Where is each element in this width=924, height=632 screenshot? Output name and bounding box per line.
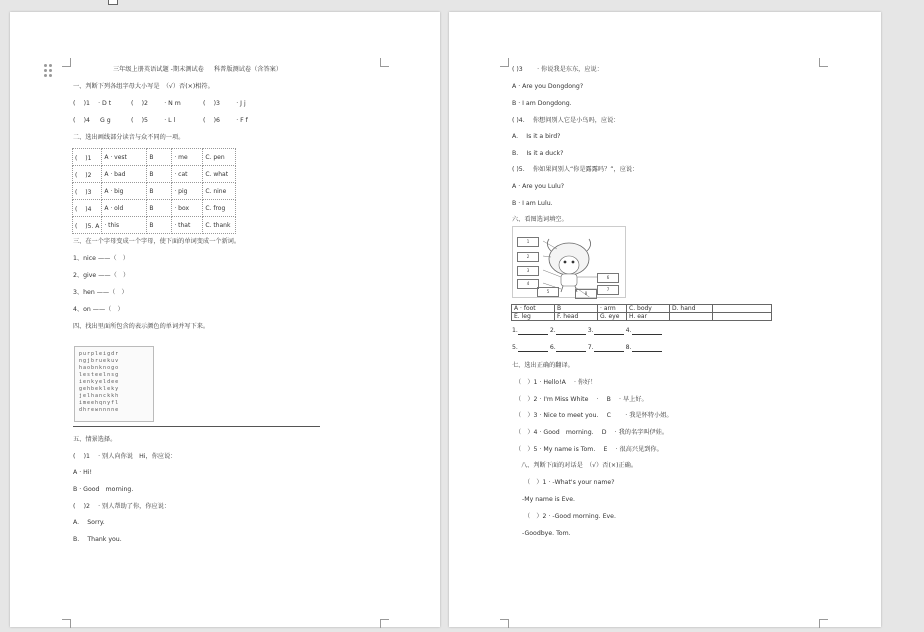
section-2-heading: 二、选出画线部分读音与众不同的一项。 xyxy=(73,134,185,141)
word-options-table xyxy=(511,304,772,321)
q5-item-3-b: B · I am Dongdong. xyxy=(512,100,572,107)
margin-corner-mark xyxy=(380,619,389,628)
grid-row: dhrewnnnne xyxy=(79,407,120,413)
grid-row: ngjbruekuv xyxy=(79,358,120,364)
q8-item-2: （ ）2 · -Good morning. Eve. xyxy=(524,513,616,520)
grid-row: gehbekleky xyxy=(79,386,120,392)
q1-row1-a: ( )1 · D t xyxy=(73,100,112,107)
answer-blanks-row-2: 5. 6. 7. 8. xyxy=(512,344,662,352)
margin-corner-mark xyxy=(380,58,389,67)
margin-corner-mark xyxy=(62,58,71,67)
section-3-heading: 三、在一个字母变成一个字母，使下面的单词变成一个新词。 xyxy=(73,238,241,245)
grid-row: imeehqnyfl xyxy=(79,400,120,406)
q7-item-4: （ ）4 · Good morning. D · 我的名字叫伊娃。 xyxy=(515,429,669,436)
q7-item-1: （ ）1 · Hello!A · 你好！ xyxy=(515,379,597,386)
sheep-body-parts-picture xyxy=(512,226,626,298)
table-row: ( )4 A · old B · box C. frog xyxy=(73,200,236,217)
separator-line xyxy=(73,426,320,427)
section-8-heading: 八、判断下面的对话是 （√）否(×)正确。 xyxy=(521,462,638,469)
section-4-heading: 四、找出里面所包含的表示颜色的单词并写下来。 xyxy=(73,323,210,330)
margin-corner-mark xyxy=(500,58,509,67)
q5-item-5-a: A · Are you Lulu? xyxy=(512,183,565,190)
drag-handle-icon[interactable] xyxy=(44,64,54,78)
label-box: 4 xyxy=(517,279,539,289)
section-6-heading: 六、看图选词填空。 xyxy=(512,216,568,223)
table-row: ( )3 A · big B · pig C. nine xyxy=(73,183,236,200)
q3-item-3: 3、hen ——（ ） xyxy=(73,289,128,296)
margin-corner-mark xyxy=(819,619,828,628)
q5-item-3: ( )3 · 你说我是东东，应说： xyxy=(512,66,603,73)
phonics-table xyxy=(72,148,236,234)
q1-row2-c: ( )6 · F f xyxy=(203,117,248,124)
section-5-heading: 五、情景选择。 xyxy=(73,436,117,443)
answer-blanks-row-1: 1. 2. 3. 4. xyxy=(512,327,662,335)
q5-item-2-b: B. Thank you. xyxy=(73,536,122,543)
q7-item-2: （ ）2 · I'm Miss White · B · 早上好。 xyxy=(515,396,648,403)
q1-row2-b: ( )5 · L l xyxy=(131,117,176,124)
document-title: 三年级上册英语试题 -期末测试卷 科普版测试卷（含答案） xyxy=(113,66,283,73)
q1-row1-b: ( )2 · N m xyxy=(131,100,181,107)
label-box: 8 xyxy=(575,289,597,299)
table-row: E. leg F. head G. eye H. ear xyxy=(512,313,772,321)
grid-row: jelhanckkh xyxy=(79,393,120,399)
table-row: ( )5. A · this B · that C. thank xyxy=(73,217,236,234)
q7-item-3: （ ）3 · Nice to meet you. C · 我是怀特小姐。 xyxy=(515,412,673,419)
q8-item-2-reply: -Goodbye. Tom. xyxy=(522,530,571,537)
table-row: ( )2 A · bad B · cat C. what xyxy=(73,166,236,183)
q5-item-1: ( )1 · 别人向你说 Hi，你应说： xyxy=(73,453,177,460)
label-box: 1 xyxy=(517,237,539,247)
table-row: ( )1 A · vest B · me C. pen xyxy=(73,149,236,166)
q1-row1-c: ( )3 · J j xyxy=(203,100,246,107)
document-page-1 xyxy=(10,12,440,627)
q7-item-5: （ ）5 · My name is Tom. E · 很高兴见到你。 xyxy=(515,446,663,453)
q5-item-4-a: A. Is it a bird? xyxy=(512,133,561,140)
window-edge-marker xyxy=(108,0,118,5)
grid-row: haobnknogo xyxy=(79,365,120,371)
q5-item-1-a: A · Hi! xyxy=(73,469,92,476)
table-row: A · foot B · arm C. body D. hand xyxy=(512,305,772,313)
q3-item-1: 1、nice ——（ ） xyxy=(73,255,129,262)
q3-item-4: 4、on ——（ ） xyxy=(73,306,124,313)
label-box: 6 xyxy=(597,273,619,283)
document-page-2 xyxy=(449,12,881,627)
q5-item-4-b: B. Is it a duck? xyxy=(512,150,564,157)
grid-row: ienkyeldee xyxy=(79,379,120,385)
q1-row2-a: ( )4 G g xyxy=(73,117,111,124)
margin-corner-mark xyxy=(500,619,509,628)
q5-item-5: ( )5. 你如果问别人“你是露露吗？”，应说： xyxy=(512,166,639,173)
margin-corner-mark xyxy=(62,619,71,628)
section-1-heading: 一、判断下列各组字母大小写是 （√）否(×)相符。 xyxy=(73,83,214,90)
q5-item-2: ( )2 · 别人帮助了你，你应说： xyxy=(73,503,171,510)
margin-corner-mark xyxy=(819,58,828,67)
q5-item-5-b: B · I am Lulu. xyxy=(512,200,553,207)
label-box: 3 xyxy=(517,266,539,276)
label-box: 7 xyxy=(597,285,619,295)
q8-item-1: （ ）1 · -What's your name? xyxy=(524,479,615,486)
q5-item-1-b: B · Good morning. xyxy=(73,486,134,493)
section-7-heading: 七、选出正确的翻译。 xyxy=(512,362,574,369)
q5-item-2-a: A. Sorry. xyxy=(73,519,105,526)
word-search-grid xyxy=(74,346,154,422)
q8-item-1-reply: -My name is Eve. xyxy=(522,496,575,503)
grid-row: purpleigdr xyxy=(79,351,120,357)
label-box: 5 xyxy=(537,287,559,297)
q5-item-4: ( )4. 你想问别人它是小鸟吗，应说： xyxy=(512,117,620,124)
q5-item-3-a: A · Are you Dongdong? xyxy=(512,83,584,90)
grid-row: lesteelnsg xyxy=(79,372,120,378)
label-box: 2 xyxy=(517,252,539,262)
q3-item-2: 2、give ——（ ） xyxy=(73,272,130,279)
